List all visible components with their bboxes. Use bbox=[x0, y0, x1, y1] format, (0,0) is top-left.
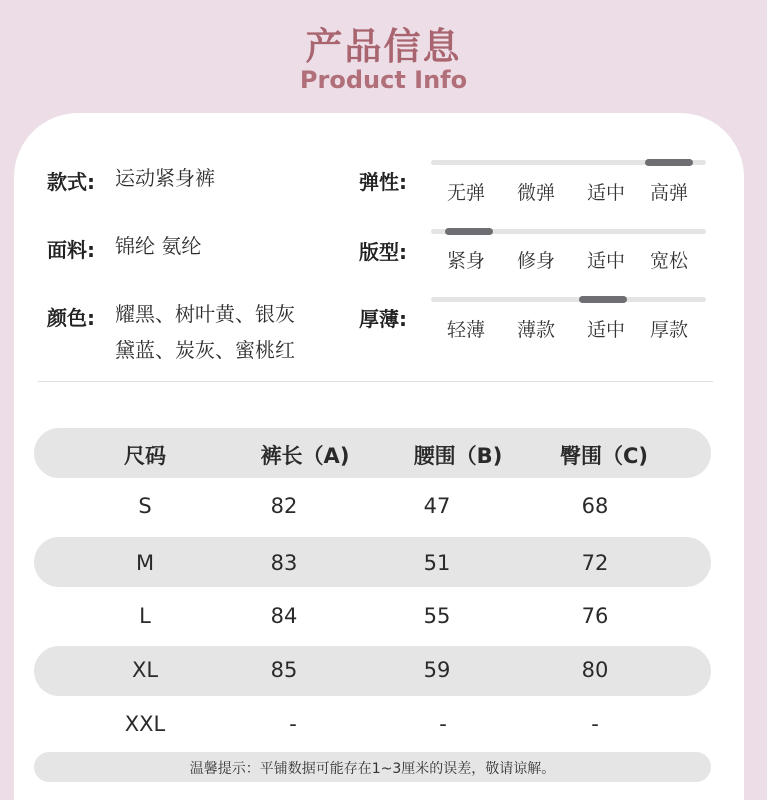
tip-text: 温馨提示：平铺数据可能存在1~3厘米的误差，敬请谅解。 bbox=[189, 761, 556, 777]
table-cell: M bbox=[135, 551, 155, 575]
table-cell: 80 bbox=[581, 658, 609, 682]
table-cell: 84 bbox=[270, 604, 298, 628]
table-cell: XXL bbox=[124, 712, 166, 736]
colors-value-line2: 黛蓝、炭灰、蜜桃红 bbox=[115, 338, 295, 362]
table-header-waist: 腰围（B) bbox=[413, 444, 503, 468]
fabric-label: 面料: bbox=[47, 238, 95, 262]
table-cell: 85 bbox=[270, 658, 298, 682]
colors-value-line1: 耀黑、树叶黄、银灰 bbox=[115, 302, 295, 326]
thickness-marker bbox=[579, 296, 627, 303]
table-cell: - bbox=[591, 712, 599, 736]
table-cell: 47 bbox=[423, 494, 451, 518]
table-header-length: 裤长（A) bbox=[260, 444, 350, 468]
page-title-cn: 产品信息 bbox=[305, 25, 462, 68]
fit-option: 宽松 bbox=[649, 250, 688, 272]
table-cell: XL bbox=[131, 658, 159, 682]
fit-option: 紧身 bbox=[446, 250, 485, 272]
fit-marker bbox=[445, 228, 493, 235]
page-title-en: Product Info bbox=[299, 66, 468, 94]
table-header-size: 尺码 bbox=[124, 444, 166, 468]
table-cell: 72 bbox=[581, 551, 609, 575]
thickness-option: 适中 bbox=[586, 319, 625, 341]
table-cell: 82 bbox=[270, 494, 298, 518]
elasticity-track bbox=[431, 160, 706, 165]
fit-track bbox=[431, 229, 706, 234]
table-cell: - bbox=[439, 712, 447, 736]
elasticity-marker bbox=[645, 159, 693, 166]
fit-option: 修身 bbox=[516, 250, 555, 272]
fit-label: 版型: bbox=[359, 240, 407, 264]
table-cell: 59 bbox=[423, 658, 451, 682]
fabric-value: 锦纶 氨纶 bbox=[115, 234, 202, 258]
thickness-option: 轻薄 bbox=[446, 319, 485, 341]
elasticity-option: 适中 bbox=[586, 182, 625, 204]
thickness-option: 薄款 bbox=[516, 319, 555, 341]
table-cell: 68 bbox=[581, 494, 609, 518]
section-divider bbox=[38, 381, 713, 382]
style-label: 款式: bbox=[47, 170, 95, 194]
table-cell: 51 bbox=[423, 551, 451, 575]
table-cell: 55 bbox=[423, 604, 451, 628]
style-value: 运动紧身裤 bbox=[115, 166, 215, 190]
table-cell: 83 bbox=[270, 551, 298, 575]
table-cell: L bbox=[139, 604, 151, 628]
thickness-label: 厚薄: bbox=[359, 307, 407, 331]
table-cell: - bbox=[289, 712, 297, 736]
colors-label: 颜色: bbox=[47, 306, 95, 330]
fit-option: 适中 bbox=[586, 250, 625, 272]
thickness-option: 厚款 bbox=[649, 319, 688, 341]
elasticity-label: 弹性: bbox=[359, 170, 407, 194]
elasticity-option: 无弹 bbox=[446, 182, 485, 204]
thickness-track bbox=[431, 297, 706, 302]
table-cell: 76 bbox=[581, 604, 609, 628]
table-header-hip: 臀围（C) bbox=[559, 444, 648, 468]
elasticity-option: 微弹 bbox=[516, 182, 555, 204]
table-cell: S bbox=[138, 494, 152, 518]
elasticity-option: 高弹 bbox=[649, 182, 688, 204]
